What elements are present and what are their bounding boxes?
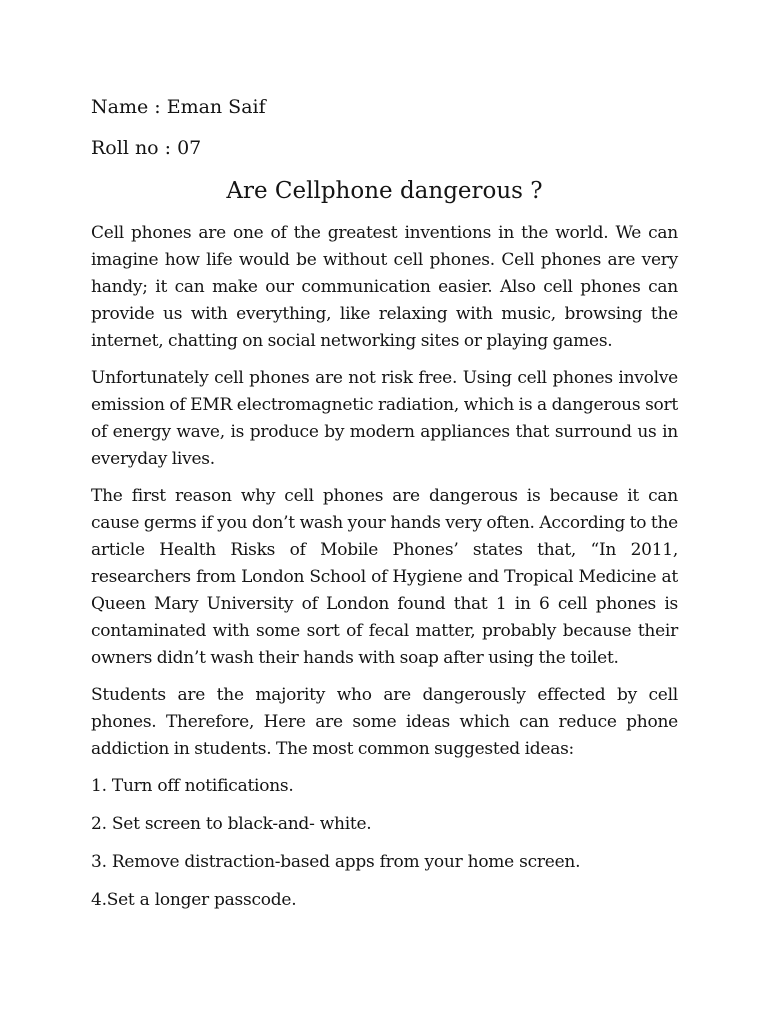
- list-item: 3. Remove distraction-based apps from your home screen.: [91, 852, 581, 872]
- roll-number: Roll no : 07: [91, 137, 202, 159]
- paragraph-students: Students are the majority who are dangerously effected by cell phones. Therefore, Here are some ideas which can reduce phone addiction in students. The most common suggested ideas:: [91, 685, 678, 759]
- list-item: 4.Set a longer passcode.: [91, 890, 297, 910]
- document-body: [91, 94, 678, 925]
- essay-title: Are Cellphone dangerous ?: [226, 178, 543, 204]
- paragraph-germs: The first reason why cell phones are dangerous is because it can cause germs if you don’t wash your hands very often. According to the article Health Risks of Mobile Phones’ states that, “In 2011, researchers from London School of Hygiene and Tropical Medicine at Queen Mary University of London found that 1 in 6 cell phones is contaminated with some sort of fecal matter, probably because their owners didn’t wash their hands with soap after using the toilet.: [91, 486, 678, 668]
- ideas-list: [91, 773, 678, 914]
- paragraph-risks: Unfortunately cell phones are not risk free. Using cell phones involve emission of EMR electromagnetic radiation, which is a dangerous sort of energy wave, is produce by modern appliances that surround us in everyday lives.: [91, 368, 678, 469]
- list-item: 1. Turn off notifications.: [91, 776, 294, 796]
- student-name: Name : Eman Saif: [91, 96, 266, 118]
- list-item: 2. Set screen to black-and- white.: [91, 814, 372, 834]
- paragraph-intro: Cell phones are one of the greatest inventions in the world. We can imagine how life would be without cell phones. Cell phones are very handy; it can make our communication easier. Also cell phones can provide us with everything, like relaxing with music, browsing the internet, chatting on social networking sites or playing games.: [91, 223, 678, 351]
